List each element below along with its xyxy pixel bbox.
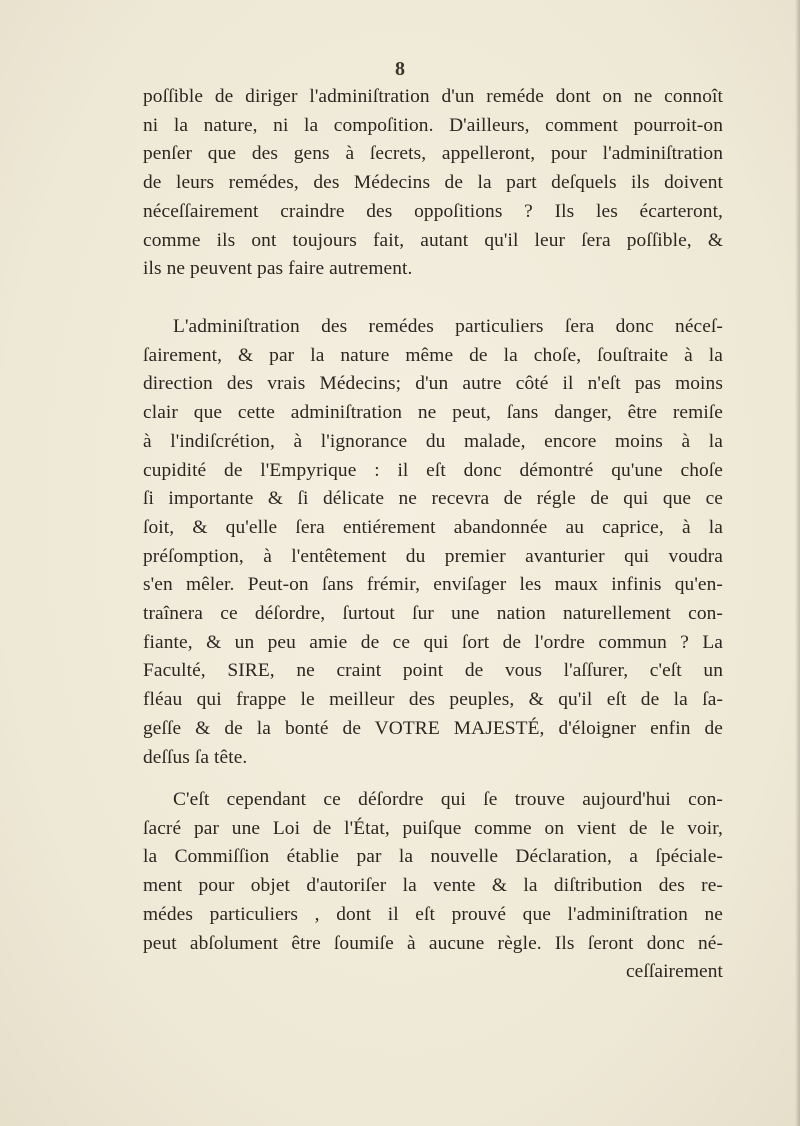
text-line: Faculté, SIRE, ne craint point de vous l'aſſurer, c'eſt un	[143, 660, 723, 682]
text-line: s'en mêler. Peut-on ſans frémir, enviſager les maux infinis qu'en-	[143, 574, 723, 596]
text-line: médes particuliers , dont il eſt prouvé que l'adminiſtration ne	[143, 903, 723, 925]
text-line: fléau qui frappe le meilleur des peuples, & qu'il eſt de la ſa-	[143, 689, 723, 711]
text-line: à l'indiſcrétion, à l'ignorance du malade, encore moins à la	[143, 430, 723, 452]
paragraph-2	[143, 313, 723, 772]
text-line: ſoit, & qu'elle ſera entiérement abandonnée au caprice, à la	[143, 516, 723, 538]
page-number: 8	[395, 58, 405, 80]
text-line: néceſſairement craindre des oppoſitions ? Ils les écarteront,	[143, 200, 723, 222]
text-line: deſſus ſa tête.	[143, 746, 248, 768]
text-line: de leurs remédes, des Médecins de la part deſquels ils doivent	[143, 172, 723, 194]
text-line: direction des vrais Médecins; d'un autre côté il n'eſt pas moins	[143, 373, 723, 395]
text-line: ils ne peuvent pas faire autrement.	[143, 258, 413, 280]
text-line: peut abſolument être ſoumiſe à aucune règle. Ils ſeront donc né-	[143, 932, 723, 954]
text-line: ſacré par une Loi de l'État, puiſque comme on vient de le voir,	[143, 817, 723, 839]
text-line: L'adminiſtration des remédes particuliers ſera donc néceſ-	[173, 316, 723, 337]
text-line: cupidité de l'Empyrique : il eſt donc démontré qu'une choſe	[143, 459, 723, 481]
text-line: ſairement, & par la nature même de la choſe, ſouſtraite à la	[143, 344, 723, 366]
text-line: ſi importante & ſi délicate ne recevra de régle de qui que ce	[143, 488, 723, 510]
text-line: penſer que des gens à ſecrets, appelleront, pour l'adminiſtration	[143, 143, 723, 165]
text-line: fiante, & un peu amie de ce qui ſort de l'ordre commun ? La	[143, 631, 723, 653]
paragraph-3	[143, 786, 723, 987]
text-line: préſomption, à l'entêtement du premier avanturier qui voudra	[143, 545, 723, 567]
text-line: clair que cette adminiſtration ne peut, ſans danger, être remiſe	[143, 402, 723, 424]
text-line: poſſible de diriger l'adminiſtration d'un reméde dont on ne connoît	[143, 86, 723, 107]
text-line: la Commiſſion établie par la nouvelle Déclaration, a ſpéciale-	[143, 846, 723, 868]
text-line: C'eſt cependant ce déſordre qui ſe trouve aujourd'hui con-	[173, 789, 723, 810]
text-line: comme ils ont toujours fait, autant qu'il leur ſera poſſible, &	[143, 229, 723, 251]
text-line: ment pour objet d'autoriſer la vente & la diſtribution des re-	[143, 875, 723, 897]
text-line: ni la nature, ni la compoſition. D'ailleurs, comment pourroit-on	[143, 114, 723, 136]
page-edge-shadow	[795, 0, 800, 1126]
text-line: traînera ce déſordre, ſurtout ſur une nation naturellement con-	[143, 603, 723, 625]
catchword: ceſſairement	[625, 961, 723, 983]
paragraph-1	[143, 83, 723, 284]
text-line: geſſe & de la bonté de VOTRE MAJESTÉ, d'éloigner enfin de	[143, 717, 723, 739]
